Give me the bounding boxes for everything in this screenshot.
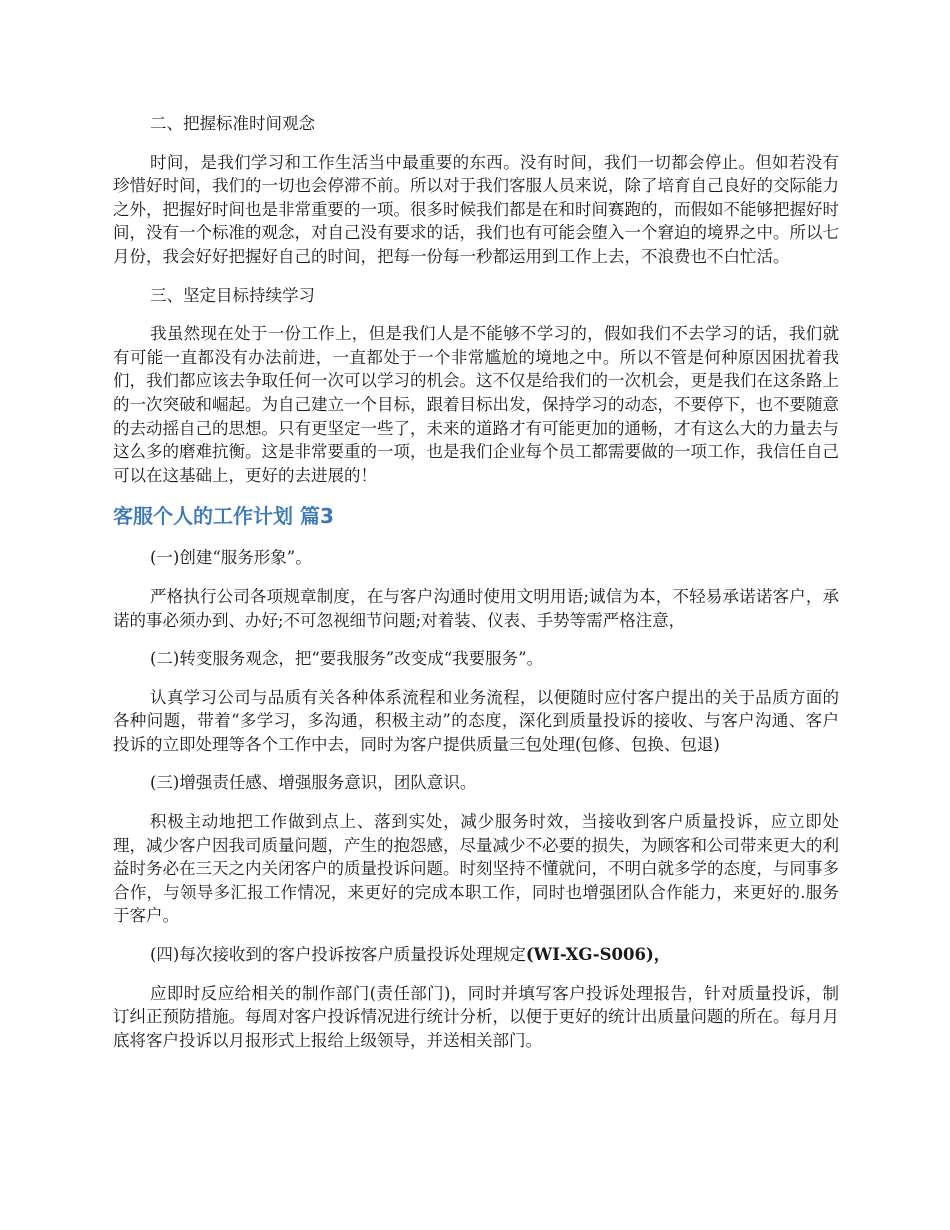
item3-paragraph: 积极主动地把工作做到点上、落到实处，减少服务时效，当接收到客户质量投诉，应立即处理，减少客户因我司质量问题，产生的抱怨感，尽量减少不必要的损失，为顾客和公司带来更大的利益时务必在三天之内关闭客户的质量投诉问题。时刻坚持不懂就问，不明白就多学的态度，与同事多合作，与领导多汇报工作情况，来更好的完成本职工作，同时也增强团队合作能力，来更好的.服务于客户。	[113, 812, 839, 926]
item4-heading	[113, 943, 839, 967]
item4-heading-code: (WI-XG-S006)，	[525, 945, 671, 965]
paragraph-time: 时间，是我们学习和工作生活当中最重要的东西。没有时间，我们一切都会停止。但如若没有珍惜好时间，我们的一切也会停滞不前。所以对于我们客服人员来说，除了培育自己良好的交际能力之外，把握好时间也是非常重要的一项。很多时候我们都是在和时间赛跑的，而假如不能够把握好时间，没有一个标准的观念，对自己没有要求的话，我们也有可能会堕入一个窘迫的境界之中。所以七月份，我会好好把握好自己的时间，把每一份每一秒都运用到工作上去，不浪费也不白忙活。	[113, 152, 839, 266]
item1-paragraph: 严格执行公司各项规章制度，在与客户沟通时使用文明用语;诚信为本，不轻易承诺诺客户，承诺的事必须办到、办好;不可忽视细节问题;对着装、仪表、手势等需严格注意，	[113, 586, 839, 630]
item4-paragraph: 应即时反应给相关的制作部门(责任部门)，同时并填写客户投诉处理报告，针对质量投诉，制订纠正预防措施。每周对客户投诉情况进行统计分析，以便于更好的统计出质量问题的所在。每月月底将客户投诉以月报形式上报给上级领导，并送相关部门。	[113, 983, 839, 1050]
section-heading-learning: 三、坚定目标持续学习	[150, 285, 315, 305]
item3-heading: (三)增强责任感、增强服务意识，团队意识。	[150, 773, 477, 793]
item4-heading-text: (四)每次接收到的客户投诉按客户质量投诉处理规定	[150, 945, 526, 965]
section-heading-time: 二、把握标准时间观念	[150, 114, 315, 133]
item1-heading: (一)创建“服务形象”。	[150, 548, 312, 568]
item2-paragraph: 认真学习公司与品质有关各种体系流程和业务流程，以便随时应付客户提出的关于品质方面的各种问题，带着“多学习，多沟通，积极主动”的态度，深化到质量投诉的接收、与客户沟通、客户投诉的立即处理等各个工作中去，同时为客户提供质量三包处理(包修、包换、包退)	[113, 687, 839, 754]
item2-heading: (二)转变服务观念，把“要我服务”改变成“我要服务”。	[150, 649, 544, 669]
paragraph-learning: 我虽然现在处于一份工作上，但是我们人是不能够不学习的，假如我们不去学习的话，我们就有可能一直都没有办法前进，一直都处于一个非常尴尬的境地之中。所以不管是何种原因困扰着我们，我们都应该去争取任何一次可以学习的机会。这不仅是给我们的一次机会，更是我们在这条路上的一次突破和崛起。为自己建立一个目标，跟着目标出发，保持学习的动态，不要停下，也不要随意的去动摇自己的思想。只有更坚定一些了，未来的道路才有可能更加的通畅，才有这么大的力量去与这么多的磨难抗衡。这是非常要重的一项，也是我们企业每个员工都需要做的一项工作，我信任自己可以在这基础上，更好的去进展的！	[113, 324, 839, 485]
plan-title: 客服个人的工作计划 篇3	[113, 504, 334, 529]
document-page	[113, 112, 839, 1067]
